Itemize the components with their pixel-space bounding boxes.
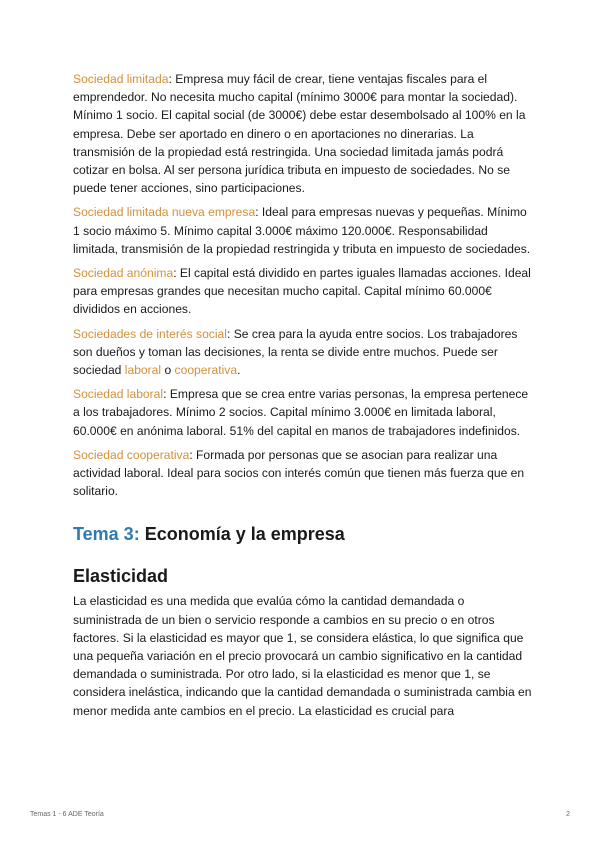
paragraph-sociedad-anonima <box>73 264 533 319</box>
paragraph-text: . <box>237 363 241 378</box>
elasticidad-paragraph: La elasticidad es una medida que evalúa cómo la cantidad demandada o suministrada de un bien o servicio responde a cambios en su precio o en otros factores. Si la elasticidad es mayor que 1, se considera elástica, lo que significa que una pequeña variación en el precio provocará un cambio significativo en la cantidad demandada o suministrada. Por otro lado, si la elasticidad es menor que 1, se considera inelástica, indicando que la cantidad demandada o suministrada cambia en menor medida ante cambios en el precio. La elasticidad es crucial para <box>73 594 532 718</box>
paragraph-text: : Se crea para la ayuda entre socios. Los trabajadores son dueños y toman las decisiones, la renta se divide entre muchos. Puede ser sociedad <box>73 326 518 378</box>
term-link[interactable]: Sociedad cooperativa <box>73 447 190 462</box>
term-link[interactable]: Sociedad anónima <box>73 266 174 281</box>
term-link[interactable]: Sociedad limitada <box>73 72 169 86</box>
paragraph-text: : Ideal para empresas nuevas y pequeñas. Mínimo 1 socio máximo 5. Mínimo capital 3.000€ máximo 120.000€. Responsabilidad limitada, transmisión de la propiedad restringida y tributa en impuesto de sociedades. <box>73 205 531 256</box>
paragraph-text: : Empresa muy fácil de crear, tiene ventajas fiscales para el emprendedor. No necesita mucho capital (mínimo 3000€ para montar la sociedad). Mínimo 1 socio. El capital social (de 3000€) debe estar desembolsado al 100% en la empresa. Debe ser aportado en dinero o en aportaciones no dinerarias. La transmisión de la propiedad está restringida. Una sociedad limitada jamás podrá cotizar en bolsa. Al ser persona jurídica tributa en impuesto de sociedades. No se puede tener acciones, sino participaciones. <box>73 72 526 196</box>
term-link[interactable]: Sociedad laboral <box>73 387 164 402</box>
page-number: 2 <box>566 811 570 818</box>
section-tema-label: Tema 3: <box>73 524 140 545</box>
laboral-link[interactable]: laboral <box>124 363 162 378</box>
term-link[interactable]: Sociedades de interés social <box>73 326 227 341</box>
section-title: Economía y la empresa <box>139 524 345 545</box>
paragraph-sociedad-laboral <box>73 385 533 440</box>
paragraph-text: : Empresa que se crea entre varias personas, la empresa pertenece a los trabajadores. Mínimo 2 socios. Capital mínimo 3.000€ en limitada laboral, 60.000€ en anónima laboral. 51% del capital en manos de trabajadores indefinidos. <box>73 387 529 438</box>
paragraph-sociedad-limitada-nueva-empresa <box>73 203 533 258</box>
document-body <box>73 70 533 726</box>
footer-document-title: Temas 1 - 6 ADE Teoría <box>30 811 104 818</box>
paragraph-sociedad-cooperativa <box>73 446 533 501</box>
subsection-heading: Elasticidad <box>73 566 169 587</box>
paragraph-text: : Formada por personas que se asocian para realizar una actividad laboral. Ideal para socios con interés común que tienen más fuerza que en solitario. <box>73 447 525 499</box>
paragraph-text: : El capital está dividido en partes iguales llamadas acciones. Ideal para empresas grandes que necesitan mucho capital. Capital mínimo 60.000€ divididos en acciones. <box>73 266 531 317</box>
cooperativa-link[interactable]: cooperativa <box>174 363 238 378</box>
paragraph-text: o <box>161 363 175 378</box>
paragraph-sociedades-interes-social <box>73 325 533 380</box>
section-heading <box>73 522 533 546</box>
paragraph-sociedad-limitada <box>73 70 533 197</box>
term-link[interactable]: Sociedad limitada nueva empresa <box>73 205 256 220</box>
